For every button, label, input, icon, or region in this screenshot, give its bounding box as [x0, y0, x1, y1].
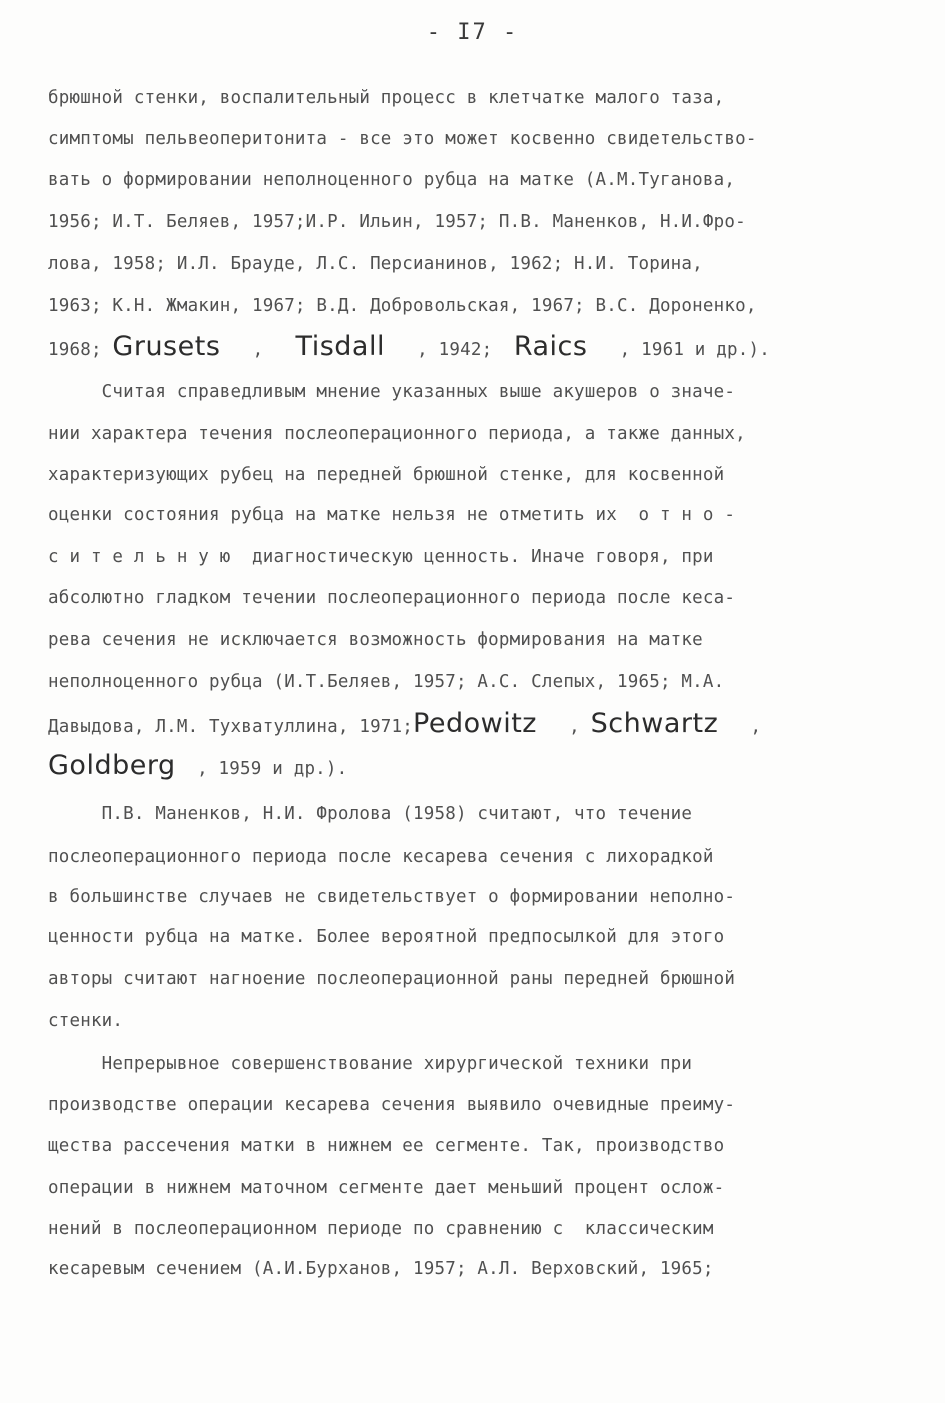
handwritten-name: Raics: [513, 331, 588, 362]
typed-text: , 1942;: [384, 340, 514, 360]
text-line: оценки состояния рубца на матке нельзя не отметить их о т н о -: [48, 505, 736, 525]
text-line: ценности рубца на матке. Более вероятной предпосылкой для этого: [48, 927, 725, 947]
text-line: лова, 1958; И.Л. Брауде, Л.С. Персианинов, 1962; Н.И. Торина,: [48, 254, 703, 274]
text-line: [48, 331, 770, 362]
text-line: кесаревым сечением (А.И.Бурханов, 1957; А.Л. Верховский, 1965;: [48, 1259, 714, 1279]
text-line: стенки.: [48, 1011, 124, 1031]
text-line: неполноценного рубца (И.Т.Беляев, 1957; А.С. Слепых, 1965; М.А.: [48, 672, 725, 692]
handwritten-name: Grusets: [112, 331, 221, 362]
typed-text: 1968;: [48, 340, 113, 360]
text-line: [48, 708, 762, 739]
text-line: нии характера течения послеоперационного периода, а также данных,: [48, 424, 746, 444]
text-line: нений в послеоперационном периоде по сравнению с классическим: [48, 1219, 714, 1239]
handwritten-name: Goldberg: [48, 750, 176, 781]
text-line: авторы считают нагноение послеоперационной раны передней брюшной: [48, 969, 736, 989]
typed-text: , 1959 и др.).: [175, 759, 348, 779]
page-number: - I7 -: [426, 20, 519, 45]
text-line: абсолютно гладком течении послеоперационного периода после кеса-: [48, 588, 736, 608]
handwritten-name: Schwartz: [590, 708, 719, 739]
text-line: П.В. Маненков, Н.И. Фролова (1958) считают, что течение: [48, 804, 693, 824]
typed-text: , 1961 и др.).: [587, 340, 770, 360]
text-line: симптомы пельвеоперитонита - все это может косвенно свидетельство-: [48, 129, 757, 149]
handwritten-name: Pedowitz: [413, 708, 537, 739]
text-line: Считая справедливым мнение указанных выше акушеров о значе-: [48, 382, 736, 402]
text-line: характеризующих рубец на передней брюшной стенке, для косвенной: [48, 465, 725, 485]
typed-text: ,: [718, 717, 762, 737]
text-line: 1963; К.Н. Жмакин, 1967; В.Д. Добровольская, 1967; В.С. Дороненко,: [48, 296, 757, 316]
text-line: щества рассечения матки в нижнем ее сегменте. Так, производство: [48, 1136, 725, 1156]
typed-text: ,: [536, 717, 591, 737]
text-line: в большинстве случаев не свидетельствует о формировании неполно-: [48, 887, 736, 907]
text-line: операции в нижнем маточном сегменте дает меньший процент ослож-: [48, 1178, 725, 1198]
text-line: с и т е л ь н у ю диагностическую ценность. Иначе говоря, при: [48, 547, 714, 567]
text-line: послеоперационного периода после кесарева сечения с лихорадкой: [48, 847, 714, 867]
text-line: производстве операции кесарева сечения выявило очевидные преиму-: [48, 1095, 736, 1115]
typed-text: ,: [220, 340, 296, 360]
handwritten-name: Tisdall: [295, 331, 385, 362]
text-line: рева сечения не исключается возможность формирования на матке: [48, 630, 703, 650]
text-line: вать о формировании неполноценного рубца на матке (А.М.Туганова,: [48, 170, 736, 190]
text-line: брюшной стенки, воспалительный процесс в клетчатке малого таза,: [48, 88, 725, 108]
text-line: 1956; И.Т. Беляев, 1957;И.Р. Ильин, 1957; П.В. Маненков, Н.И.Фро-: [48, 212, 746, 232]
text-line: Непрерывное совершенствование хирургической техники при: [48, 1054, 693, 1074]
text-line: [48, 750, 348, 781]
typed-text: Давыдова, Л.М. Тухватуллина, 1971;: [48, 717, 414, 737]
